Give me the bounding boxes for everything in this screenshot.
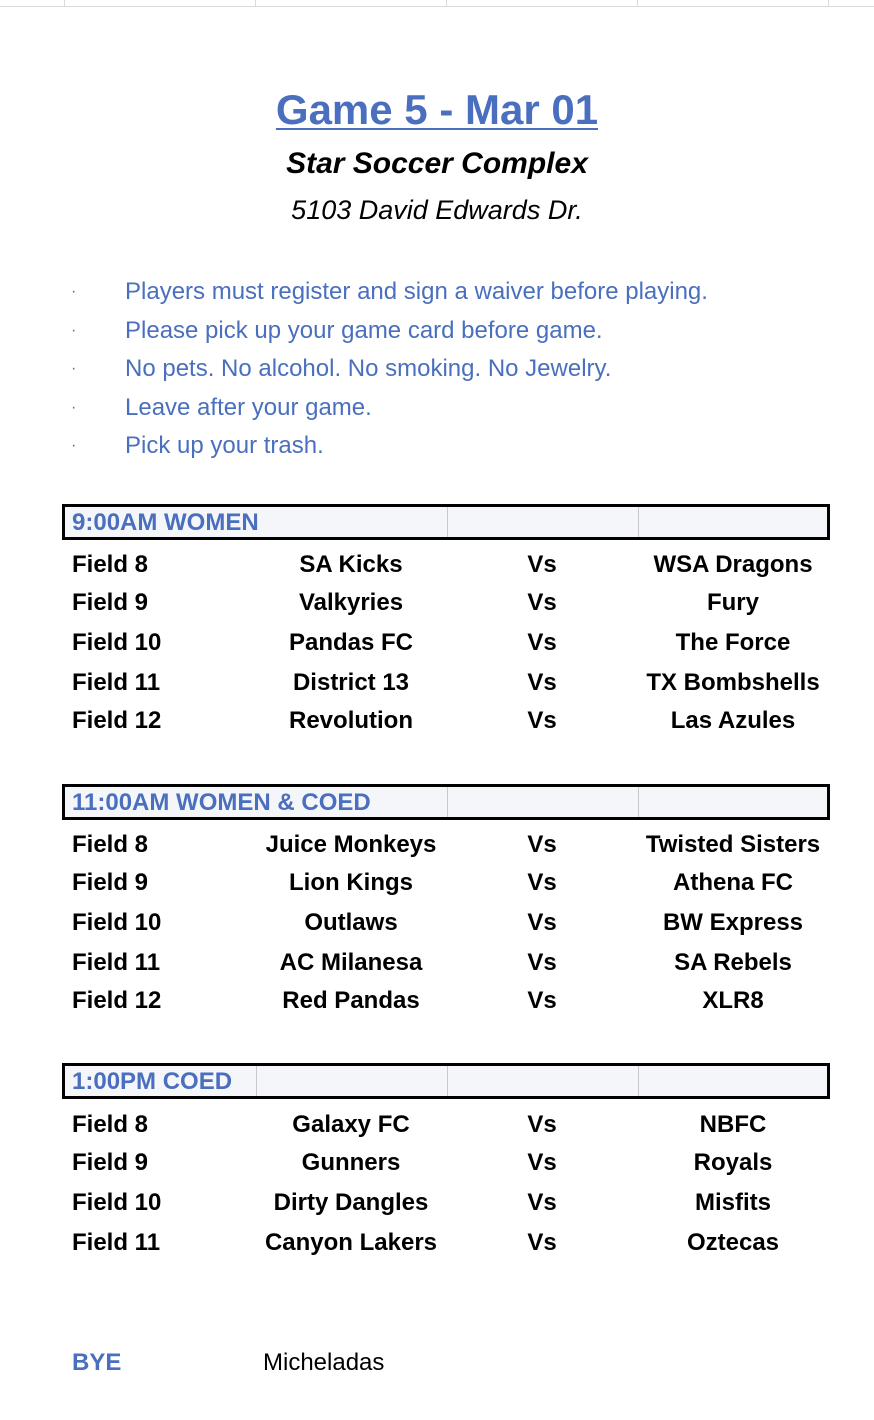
away-team: BW Express xyxy=(662,909,804,936)
home-team: Dirty Dangles xyxy=(273,1189,429,1216)
session-9am-women xyxy=(62,504,830,741)
field-name: Field 12 xyxy=(72,987,162,1014)
field-name: Field 9 xyxy=(72,869,149,896)
versus-label: Vs xyxy=(527,909,557,936)
match-row xyxy=(62,623,830,663)
rule-item xyxy=(0,426,874,465)
versus-label: Vs xyxy=(527,1149,557,1176)
field-name: Field 8 xyxy=(72,1111,149,1138)
field-name: Field 10 xyxy=(72,1189,162,1216)
home-team: Gunners xyxy=(301,1149,401,1176)
rule-text: Pick up your trash. xyxy=(125,432,324,459)
sheet-gridlines xyxy=(0,0,874,7)
home-team: Valkyries xyxy=(298,589,404,616)
versus-label: Vs xyxy=(527,949,557,976)
field-name: Field 8 xyxy=(72,551,149,578)
away-team: Royals xyxy=(693,1149,773,1176)
home-team: AC Milanesa xyxy=(279,949,423,976)
versus-label: Vs xyxy=(527,831,557,858)
bye-row xyxy=(72,1343,772,1383)
bullet-icon: · xyxy=(71,283,77,300)
session-label: 11:00AM WOMEN & COED xyxy=(72,789,371,816)
away-team: XLR8 xyxy=(702,987,764,1014)
home-team: Galaxy FC xyxy=(292,1111,410,1138)
away-team: Athena FC xyxy=(673,869,793,896)
match-row xyxy=(62,1105,830,1145)
versus-label: Vs xyxy=(527,669,557,696)
bye-team: Micheladas xyxy=(263,1349,385,1376)
match-row xyxy=(62,583,830,623)
session-label: 9:00AM WOMEN xyxy=(72,509,259,536)
rule-text: Please pick up your game card before game. xyxy=(125,316,603,344)
home-team: Canyon Lakers xyxy=(264,1229,438,1256)
match-row xyxy=(62,1143,830,1183)
home-team: Lion Kings xyxy=(289,869,413,896)
away-team: The Force xyxy=(675,629,791,656)
field-name: Field 10 xyxy=(72,629,162,656)
field-name: Field 10 xyxy=(72,909,162,936)
home-team: Revolution xyxy=(289,707,413,734)
session-1pm-coed xyxy=(62,1063,830,1263)
venue-name: Star Soccer Complex xyxy=(286,147,588,180)
session-header xyxy=(62,504,830,540)
session-label: 1:00PM COED xyxy=(72,1068,233,1095)
rule-item xyxy=(0,311,874,350)
match-row xyxy=(62,903,830,943)
versus-label: Vs xyxy=(527,869,557,896)
match-row xyxy=(62,1223,830,1263)
match-row xyxy=(62,701,830,741)
session-header xyxy=(62,784,830,820)
rules-list xyxy=(0,272,874,465)
rule-item xyxy=(0,349,874,388)
home-team: District 13 xyxy=(292,669,410,696)
away-team: Twisted Sisters xyxy=(645,831,821,858)
session-header xyxy=(62,1063,830,1099)
document-header xyxy=(0,80,874,232)
home-team: Outlaws xyxy=(304,909,398,936)
versus-label: Vs xyxy=(527,1111,557,1138)
bullet-icon: · xyxy=(71,398,77,416)
match-row xyxy=(62,1183,830,1223)
bullet-icon: · xyxy=(71,437,77,454)
match-row xyxy=(62,863,830,903)
match-row xyxy=(62,943,830,983)
field-name: Field 11 xyxy=(72,1229,161,1256)
match-row xyxy=(62,825,830,865)
away-team: WSA Dragons xyxy=(653,551,813,578)
home-team: SA Kicks xyxy=(299,551,403,578)
home-team: Red Pandas xyxy=(282,987,420,1014)
bullet-icon: · xyxy=(71,360,77,377)
field-name: Field 11 xyxy=(72,669,161,696)
rule-text: Leave after your game. xyxy=(125,393,372,421)
field-name: Field 8 xyxy=(72,831,149,858)
rule-item xyxy=(0,272,874,311)
bullet-icon: · xyxy=(71,321,77,339)
match-row xyxy=(62,981,830,1021)
session-11am-women-coed xyxy=(62,784,830,1021)
field-name: Field 9 xyxy=(72,1149,149,1176)
away-team: SA Rebels xyxy=(674,949,792,976)
page-title: Game 5 - Mar 01 xyxy=(275,86,599,133)
venue-address: 5103 David Edwards Dr. xyxy=(291,195,583,225)
versus-label: Vs xyxy=(527,987,557,1014)
match-row xyxy=(62,663,830,703)
rule-text: No pets. No alcohol. No smoking. No Jewelry. xyxy=(125,355,612,382)
home-team: Pandas FC xyxy=(288,629,414,656)
versus-label: Vs xyxy=(527,551,557,578)
versus-label: Vs xyxy=(527,707,557,734)
away-team: Las Azules xyxy=(670,707,796,734)
away-team: TX Bombshells xyxy=(646,669,820,696)
away-team: Misfits xyxy=(694,1189,771,1216)
rule-text: Players must register and sign a waiver before playing. xyxy=(125,278,708,305)
field-name: Field 12 xyxy=(72,707,162,734)
rule-item xyxy=(0,388,874,427)
home-team: Juice Monkeys xyxy=(265,831,437,858)
field-name: Field 9 xyxy=(72,589,149,616)
away-team: Fury xyxy=(706,589,759,616)
match-row xyxy=(62,545,830,585)
away-team: Oztecas xyxy=(686,1229,780,1256)
versus-label: Vs xyxy=(527,1229,557,1256)
versus-label: Vs xyxy=(527,629,557,656)
versus-label: Vs xyxy=(527,1189,557,1216)
field-name: Field 11 xyxy=(72,949,161,976)
versus-label: Vs xyxy=(527,589,557,616)
away-team: NBFC xyxy=(699,1111,767,1138)
bye-label: BYE xyxy=(72,1349,122,1376)
